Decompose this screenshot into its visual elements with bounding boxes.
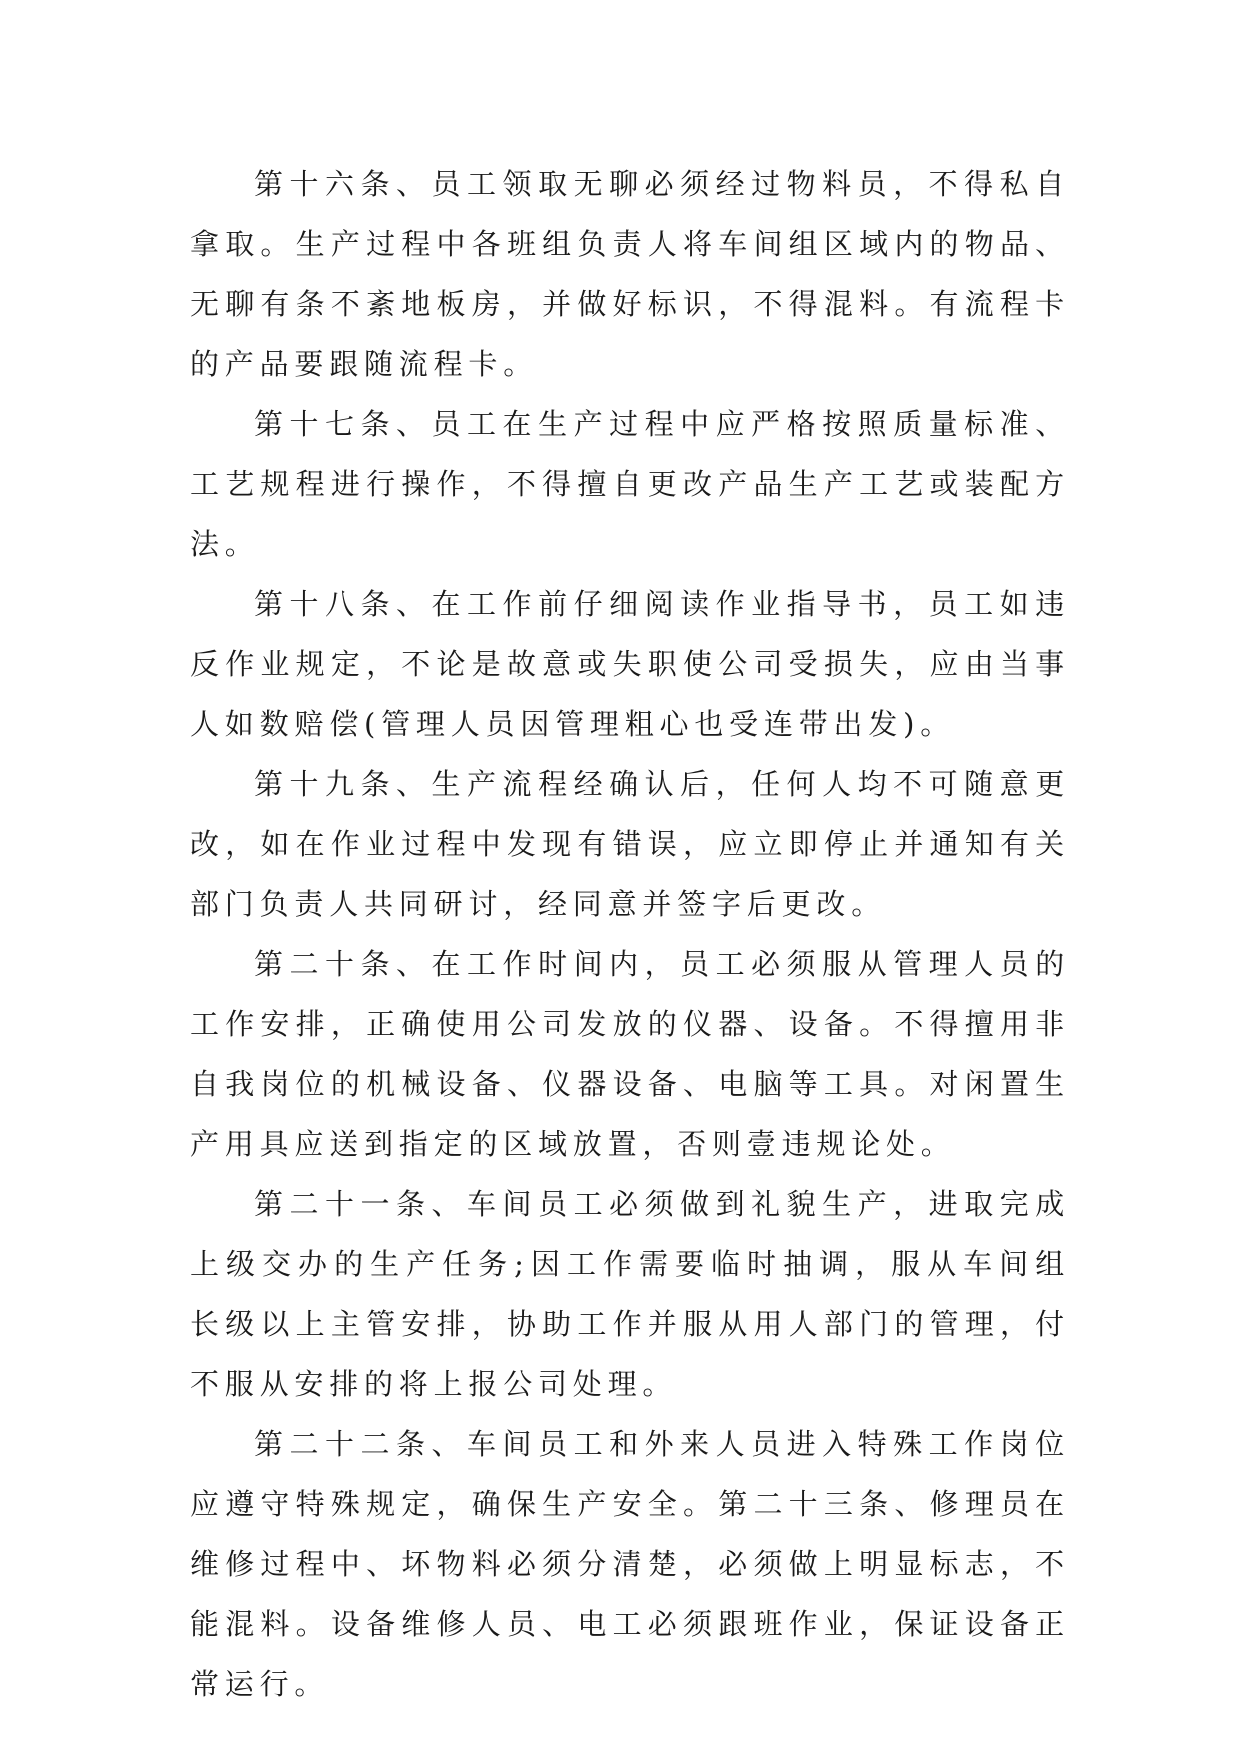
article-21-paragraph: 第二十一条、车间员工必须做到礼貌生产，进取完成上级交办的生产任务;因工作需要临时抽调，服从车间组长级以上主管安排，协助工作并服从用人部门的管理，付不服从安排的将上报公司处理。 bbox=[190, 1187, 1070, 1401]
article-16-paragraph: 第十六条、员工领取无聊必须经过物料员，不得私自拿取。生产过程中各班组负责人将车间组区域内的物品、无聊有条不紊地板房，并做好标识，不得混料。有流程卡的产品要跟随流程卡。 bbox=[190, 167, 1070, 381]
article-22-23-paragraph: 第二十二条、车间员工和外来人员进入特殊工作岗位应遵守特殊规定，确保生产安全。第二十三条、修理员在维修过程中、坏物料必须分清楚，必须做上明显标志，不能混料。设备维修人员、电工必须跟班作业，保证设备正常运行。 bbox=[190, 1427, 1070, 1701]
document-body bbox=[190, 154, 1070, 1714]
article-20-paragraph: 第二十条、在工作时间内，员工必须服从管理人员的工作安排，正确使用公司发放的仪器、设备。不得擅用非自我岗位的机械设备、仪器设备、电脑等工具。对闲置生产用具应送到指定的区域放置，否则壹违规论处。 bbox=[190, 947, 1070, 1161]
article-19-paragraph: 第十九条、生产流程经确认后，任何人均不可随意更改，如在作业过程中发现有错误，应立即停止并通知有关部门负责人共同研讨，经同意并签字后更改。 bbox=[190, 767, 1070, 921]
article-17-paragraph: 第十七条、员工在生产过程中应严格按照质量标准、工艺规程进行操作，不得擅自更改产品生产工艺或装配方法。 bbox=[190, 407, 1070, 561]
article-18-paragraph: 第十八条、在工作前仔细阅读作业指导书，员工如违反作业规定，不论是故意或失职使公司受损失，应由当事人如数赔偿(管理人员因管理粗心也受连带出发)。 bbox=[190, 587, 1070, 741]
